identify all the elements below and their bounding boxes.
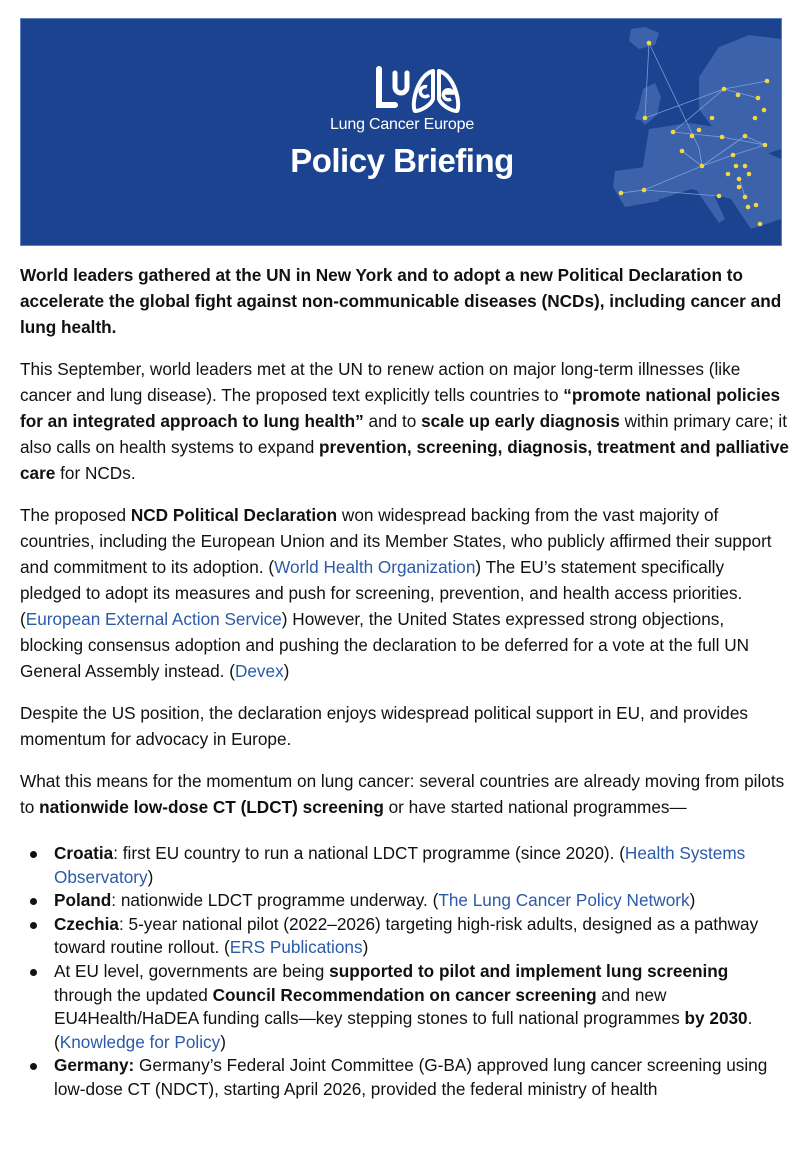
country-name: Poland bbox=[54, 890, 112, 911]
text: The proposed bbox=[20, 505, 131, 525]
country-name: Croatia bbox=[54, 843, 114, 863]
text: ) bbox=[220, 1031, 226, 1052]
text: won widespread backing from the vast majority of countries, including the European Union and its Member States, who publicly affirmed their support and commitment to its adoption. ( bbox=[20, 505, 772, 577]
text: : nationwide LDCT programme underway. ( bbox=[111, 890, 439, 911]
bold-text: by 2030 bbox=[684, 1008, 748, 1029]
bold-text: Council Recommendation on cancer screening bbox=[212, 984, 597, 1005]
text: through the updated bbox=[54, 984, 213, 1005]
list-item-eu-level bbox=[54, 960, 790, 1054]
bold-text: nationwide low-dose CT (LDCT) screening bbox=[39, 797, 384, 817]
paragraph-us-position: Despite the US position, the declaration enjoys widespread political support in EU, and provides momentum for advocacy in Europe. bbox=[20, 703, 749, 749]
list-item-czechia bbox=[54, 913, 790, 960]
text: At EU level, governments are being bbox=[54, 960, 330, 981]
org-name: Lung Cancer Europe bbox=[329, 116, 475, 133]
bold-text: prevention, screening, diagnosis, treatment and palliative care bbox=[20, 437, 789, 483]
text: : first EU country to run a national LDCT programme (since 2020). ( bbox=[113, 843, 625, 863]
link-devex[interactable]: Devex bbox=[234, 661, 284, 681]
paragraph-un-meeting bbox=[20, 356, 790, 486]
paragraph-momentum bbox=[20, 768, 790, 820]
luce-logo-icon bbox=[373, 65, 473, 115]
text: and to bbox=[363, 411, 422, 431]
text: Germany’s Federal Joint Committee (G-BA) approved lung cancer screening using low-dose CT (NDCT), starting April 2026, provided the federal ministry of health bbox=[54, 1055, 768, 1099]
text: ) However, the United States expressed strong objections, blocking consensus adoption and pushing the declaration to be deferred for a vote at the full UN General Assembly instead. ( bbox=[20, 609, 750, 681]
text: within primary care; it also calls on health systems to expand bbox=[20, 411, 787, 457]
text: This September, world leaders met at the UN to renew action on major long-term illnesses (like cancer and lung disease). The proposed text explicitly tells countries to bbox=[20, 359, 741, 405]
country-name: Czechia bbox=[54, 913, 119, 934]
article-body bbox=[20, 262, 790, 1102]
banner-title: Policy Briefing bbox=[290, 142, 514, 179]
link-ers-publications[interactable]: ERS Publications bbox=[229, 937, 363, 958]
list-item-poland bbox=[54, 889, 790, 913]
link-lung-cancer-policy-network[interactable]: The Lung Cancer Policy Network bbox=[438, 890, 690, 911]
text: . ( bbox=[54, 1008, 753, 1052]
bold-text: supported to pilot and implement lung screening bbox=[329, 960, 729, 981]
lead-paragraph: World leaders gathered at the UN in New York and to adopt a new Political Declaration to accelerate the global fight against non-communicable diseases (NCDs), including cancer and lung health. bbox=[20, 265, 782, 337]
list-item-croatia bbox=[54, 842, 790, 889]
text: for NCDs. bbox=[55, 463, 136, 483]
text: ) bbox=[147, 866, 154, 887]
bold-text: scale up early diagnosis bbox=[421, 411, 620, 431]
text: ) bbox=[283, 661, 290, 681]
text: or have started national programmes— bbox=[383, 797, 687, 817]
bold-quote: “promote national policies for an integrated approach to lung health” bbox=[20, 385, 781, 431]
text: What this means for the momentum on lung cancer: several countries are already moving from pilots to bbox=[20, 771, 785, 817]
link-knowledge-for-policy[interactable]: Knowledge for Policy bbox=[59, 1031, 221, 1052]
text: ) bbox=[362, 937, 369, 958]
link-eeas[interactable]: European External Action Service bbox=[25, 609, 282, 629]
link-who[interactable]: World Health Organization bbox=[274, 557, 476, 577]
country-list bbox=[20, 842, 790, 1102]
country-name: Germany: bbox=[54, 1055, 135, 1076]
text: and new EU4Health/HaDEA funding calls—key stepping stones to full national programmes bbox=[54, 984, 685, 1029]
text: : 5-year national pilot (2022–2026) targeting high-risk adults, designed as a pathway toward routine rollout. ( bbox=[54, 913, 759, 958]
paragraph-declaration bbox=[20, 502, 790, 684]
policy-briefing-banner bbox=[20, 18, 782, 246]
europe-network-map-icon bbox=[579, 19, 781, 246]
link-health-systems-observatory[interactable]: Health Systems Observatory bbox=[54, 843, 746, 887]
list-item-germany bbox=[54, 1054, 790, 1101]
text: ) bbox=[689, 890, 696, 911]
text: ) The EU’s statement specifically pledged to adopt its measures and push for screening, prevention, and health access priorities. ( bbox=[20, 557, 743, 629]
bold-text: NCD Political Declaration bbox=[130, 505, 338, 525]
